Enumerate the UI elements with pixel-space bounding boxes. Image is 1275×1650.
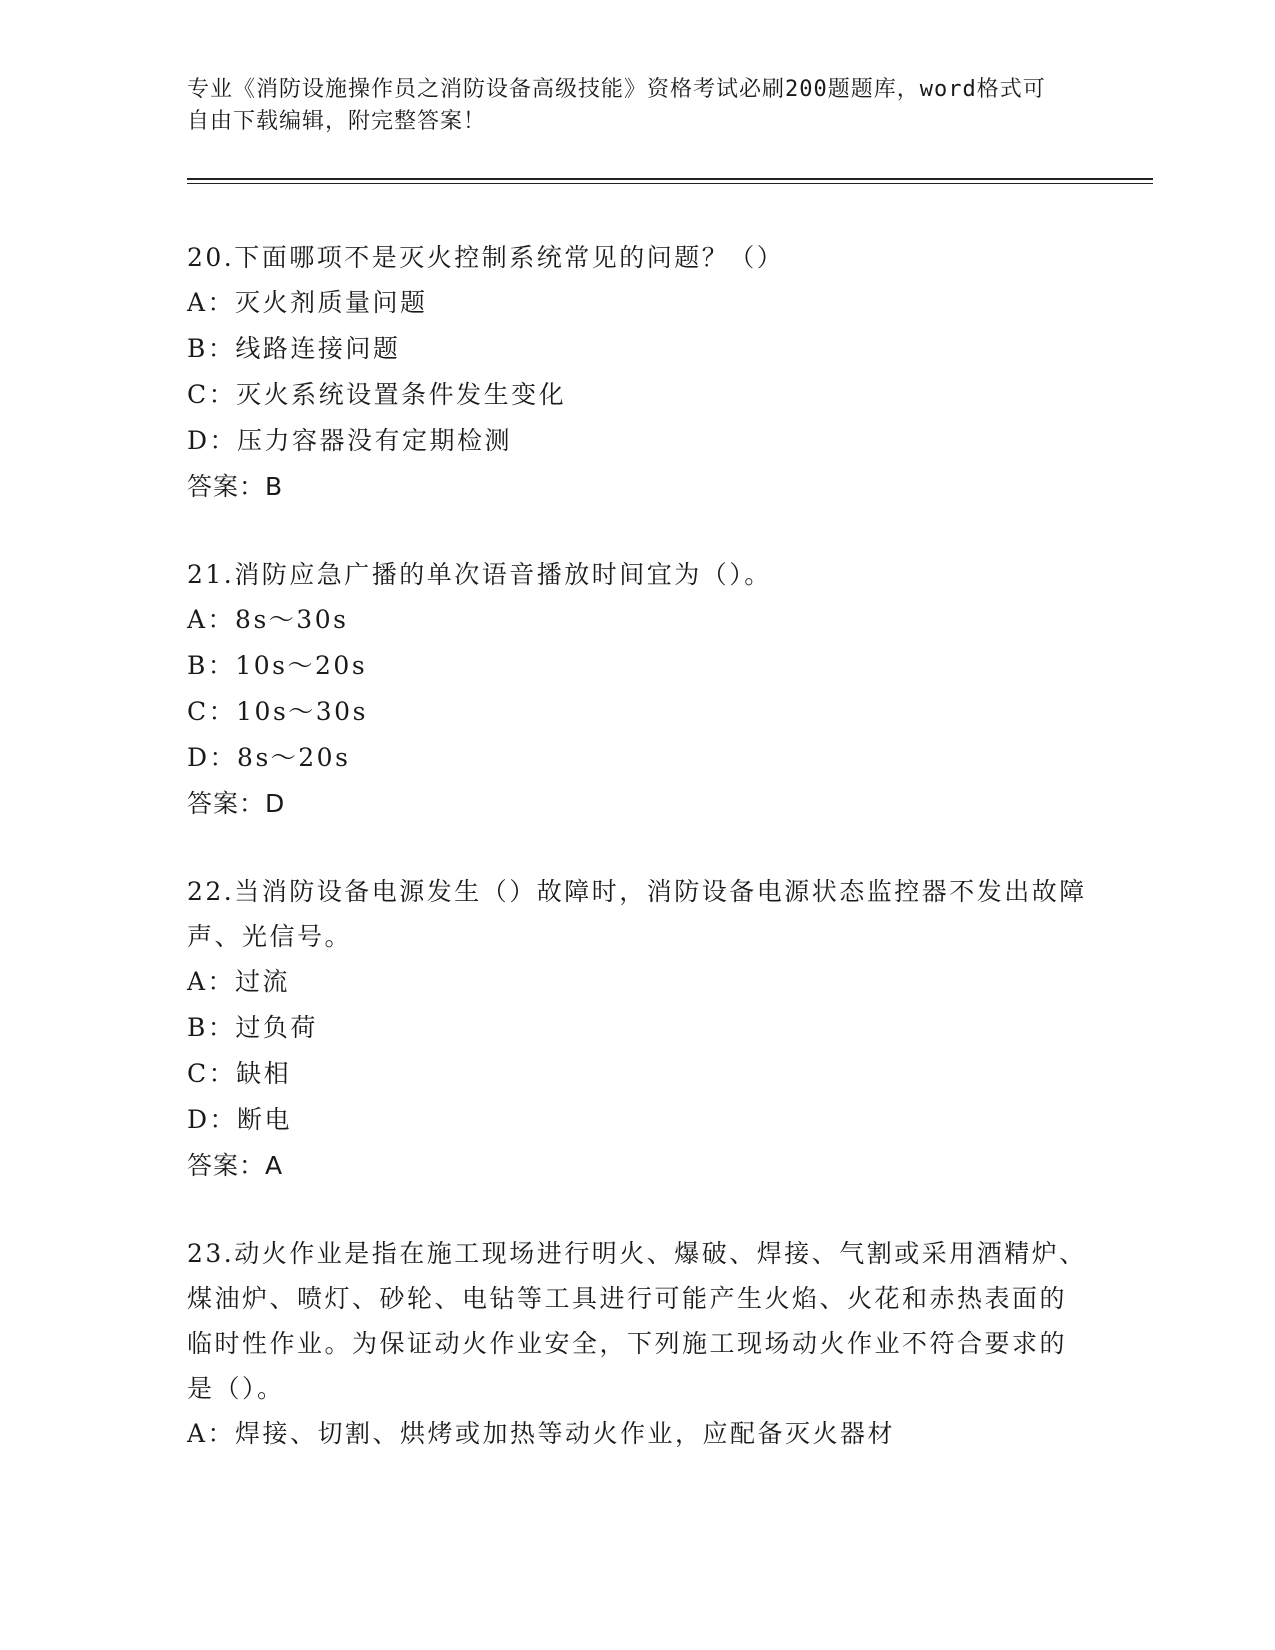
option-d: D：8s～20s bbox=[187, 743, 351, 772]
question-stem: 22.当消防设备电源发生（）故障时，消防设备电源状态监控器不发出故障声、光信号。 bbox=[187, 877, 1087, 951]
option-d: D：压力容器没有定期检测 bbox=[187, 426, 513, 455]
question-stem: 23.动火作业是指在施工现场进行明火、爆破、焊接、气割或采用酒精炉、煤油炉、喷灯、砂轮、电钻等工具进行可能产生火焰、火花和赤热表面的临时性作业。为保证动火作业安全，下列施工现场动火作业不符合要求的是（）。 bbox=[187, 1239, 1087, 1403]
option-a: A：焊接、切割、烘烤或加热等动火作业，应配备灭火器材 bbox=[187, 1419, 896, 1448]
answer: 答案：B bbox=[187, 472, 284, 501]
question-list bbox=[187, 235, 1087, 1499]
question-stem: 20.下面哪项不是灭火控制系统常见的问题？（） bbox=[187, 243, 785, 272]
document-header: 专业《消防设施操作员之消防设备高级技能》资格考试必刷200题题库，word格式可自由下载编辑，附完整答案！ bbox=[187, 77, 1046, 134]
option-a: A：灭火剂质量问题 bbox=[187, 288, 428, 317]
header-divider-thick bbox=[187, 178, 1153, 180]
option-a: A：过流 bbox=[187, 967, 291, 996]
option-c: C：灭火系统设置条件发生变化 bbox=[187, 380, 567, 409]
question-20 bbox=[187, 235, 1087, 510]
question-21 bbox=[187, 552, 1087, 827]
option-b: B：线路连接问题 bbox=[187, 334, 401, 363]
option-c: C：10s～30s bbox=[187, 697, 368, 726]
question-stem: 21.消防应急广播的单次语音播放时间宜为（）。 bbox=[187, 560, 772, 589]
question-23 bbox=[187, 1231, 1087, 1457]
question-22 bbox=[187, 869, 1087, 1189]
option-d: D：断电 bbox=[187, 1105, 293, 1134]
option-b: B：过负荷 bbox=[187, 1013, 318, 1042]
header-divider-thin bbox=[187, 183, 1153, 184]
answer: 答案：D bbox=[187, 789, 286, 818]
option-c: C：缺相 bbox=[187, 1059, 292, 1088]
option-a: A：8s～30s bbox=[187, 605, 349, 634]
option-b: B：10s～20s bbox=[187, 651, 368, 680]
answer: 答案：A bbox=[187, 1151, 284, 1180]
